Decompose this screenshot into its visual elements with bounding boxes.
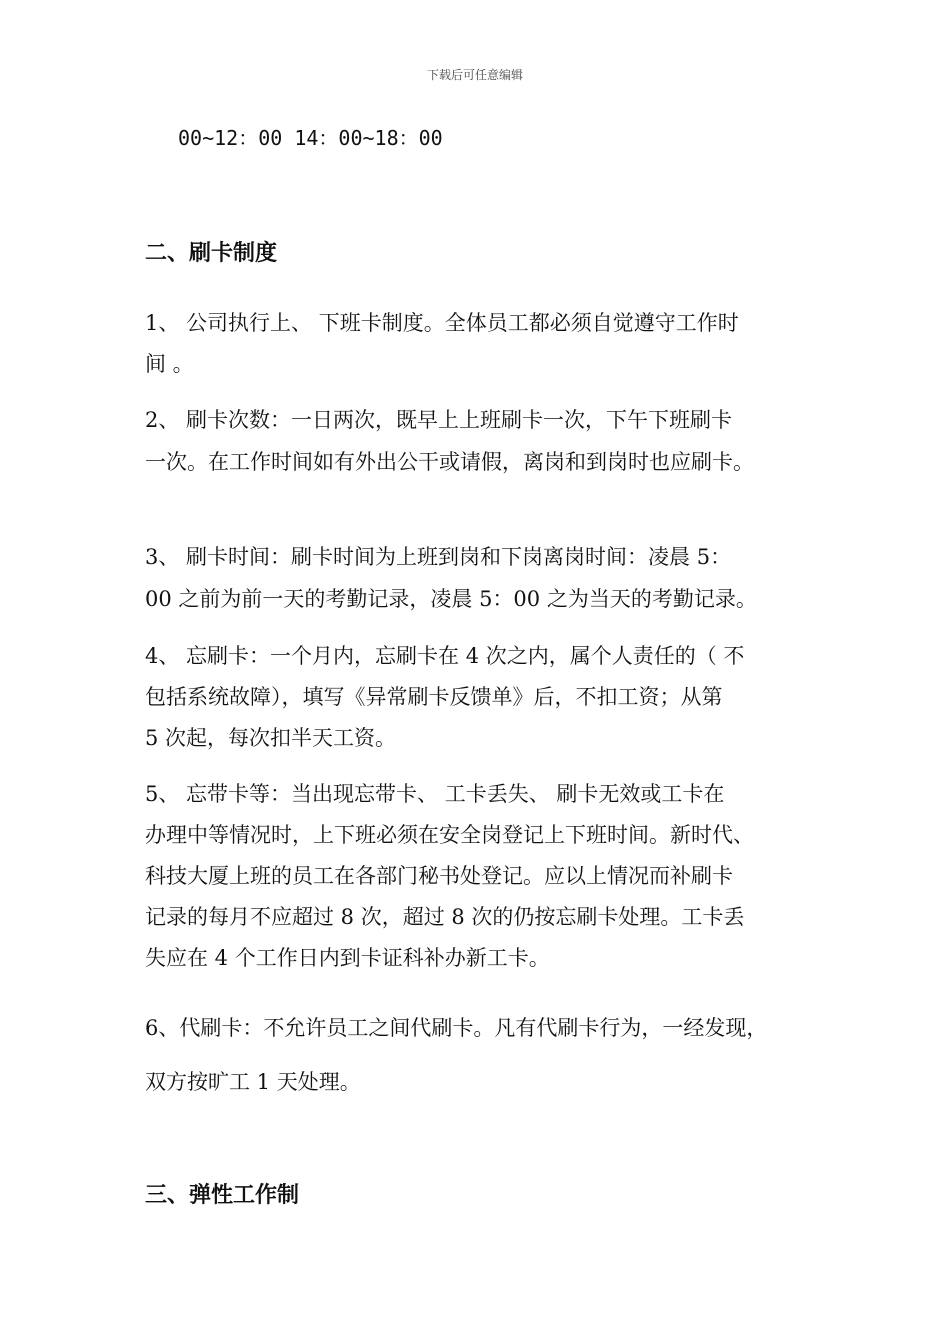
- item-5-line-1: 5、 忘带卡等：当出现忘带卡、 工卡丢失、 刷卡无效或工卡在: [145, 782, 725, 806]
- item-6-line-1: 6、代刷卡：不允许员工之间代刷卡。凡有代刷卡行为，一经发现，: [145, 1016, 768, 1040]
- item-5-line-3: 科技大厦上班的员工在各部门秘书处登记。应以上情况而补刷卡: [145, 864, 733, 888]
- item-2-line-2: 一次。在工作时间如有外出公干或请假，离岗和到岗时也应刷卡。: [145, 450, 754, 474]
- item-4-line-2: 包括系统故障），填写《异常刷卡反馈单》后，不扣工资；从第: [145, 685, 723, 709]
- item-6-line-2: 双方按旷工 1 天处理。: [145, 1070, 361, 1094]
- item-5-line-4: 记录的每月不应超过 8 次，超过 8 次的仍按忘刷卡处理。工卡丢: [145, 905, 745, 929]
- item-4-line-3: 5 次起，每次扣半天工资。: [145, 726, 397, 750]
- item-5-line-5: 失应在 4 个工作日内到卡证科补办新工卡。: [145, 946, 550, 970]
- item-1-line-2: 间 。: [145, 352, 194, 376]
- section-2-title: 二、刷卡制度: [145, 241, 278, 266]
- item-3-line-1: 3、 刷卡时间：刷卡时间为上班到岗和下岗离岗时间：凌晨 5：: [145, 545, 732, 569]
- section-3-title: 三、弹性工作制: [145, 1183, 300, 1208]
- work-hours-line: 00~12：00 14：00~18：00: [178, 126, 443, 150]
- item-4-line-1: 4、 忘刷卡：一个月内，忘刷卡在 4 次之内，属个人责任的（ 不: [145, 644, 745, 668]
- item-3-line-2: 00 之前为前一天的考勤记录，凌晨 5：00 之为当天的考勤记录。: [145, 587, 757, 611]
- item-5-line-2: 办理中等情况时，上下班必须在安全岗登记上下班时间。新时代、: [145, 823, 754, 847]
- item-1-line-1: 1、 公司执行上、 下班卡制度。全体员工都必须自觉遵守工作时: [145, 311, 739, 335]
- page-header: 下载后可任意编辑: [426, 68, 523, 82]
- item-2-line-1: 2、 刷卡次数：一日两次，既早上上班刷卡一次，下午下班刷卡: [145, 408, 733, 432]
